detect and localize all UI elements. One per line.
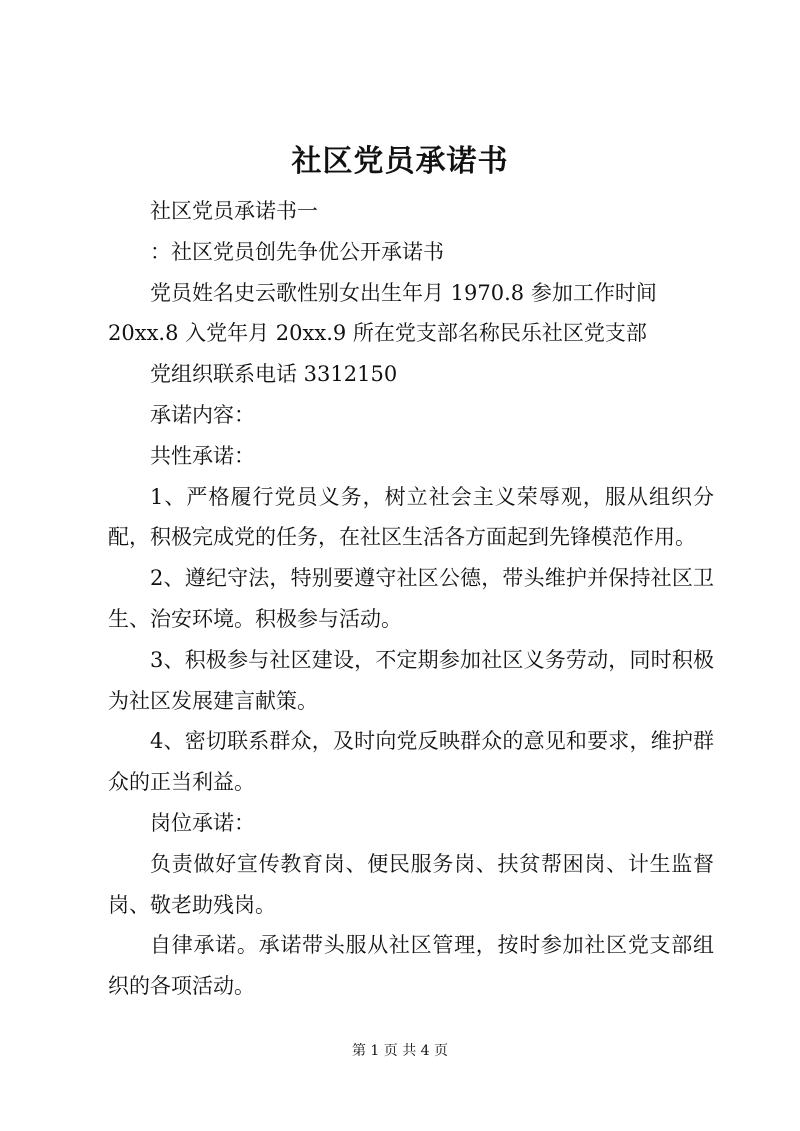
commitment-item-4: 4、密切联系群众，及时向党反映群众的意见和要求，维护群众的正当利益。 bbox=[108, 729, 714, 795]
document-title: 社区党员承诺书 bbox=[291, 144, 509, 179]
post-commitment-label: 岗位承诺： bbox=[150, 810, 255, 835]
member-info-line-3: 党组织联系电话 3312150 bbox=[150, 362, 398, 387]
common-commitment-label: 共性承诺： bbox=[150, 443, 255, 468]
commitment-item-1: 1、严格履行党员义务，树立社会主义荣辱观，服从组织分配，积极完成党的任务，在社区生活各方面起到先锋模范作用。 bbox=[108, 484, 714, 550]
self-discipline-commitment: 自律承诺。承诺带头服从社区管理，按时参加社区党支部组织的各项活动。 bbox=[108, 933, 714, 999]
heading-line: ：社区党员创先争优公开承诺书 bbox=[150, 239, 444, 264]
commitment-item-2: 2、遵纪守法，特别要遵守社区公德，带头维护并保持社区卫生、治安环境。积极参与活动。 bbox=[108, 566, 714, 631]
subtitle-line: 社区党员承诺书一 bbox=[150, 199, 318, 223]
content-label: 承诺内容： bbox=[150, 402, 255, 427]
member-info-line-1: 党员姓名史云歌性别女出生年月 1970.8 参加工作时间 bbox=[150, 280, 657, 305]
member-info-line-2: 20xx.8 入党年月 20xx.9 所在党支部名称民乐社区党支部 bbox=[108, 321, 647, 346]
commitment-item-3: 3、积极参与社区建设，不定期参加社区义务劳动，同时积极为社区发展建言献策。 bbox=[108, 647, 714, 713]
page-footer: 第 1 页 共 4 页 bbox=[351, 1043, 449, 1059]
document-body bbox=[108, 191, 714, 1007]
post-commitment-content: 负责做好宣传教育岗、便民服务岗、扶贫帮困岗、计生监督岗、敬老助残岗。 bbox=[108, 851, 714, 917]
